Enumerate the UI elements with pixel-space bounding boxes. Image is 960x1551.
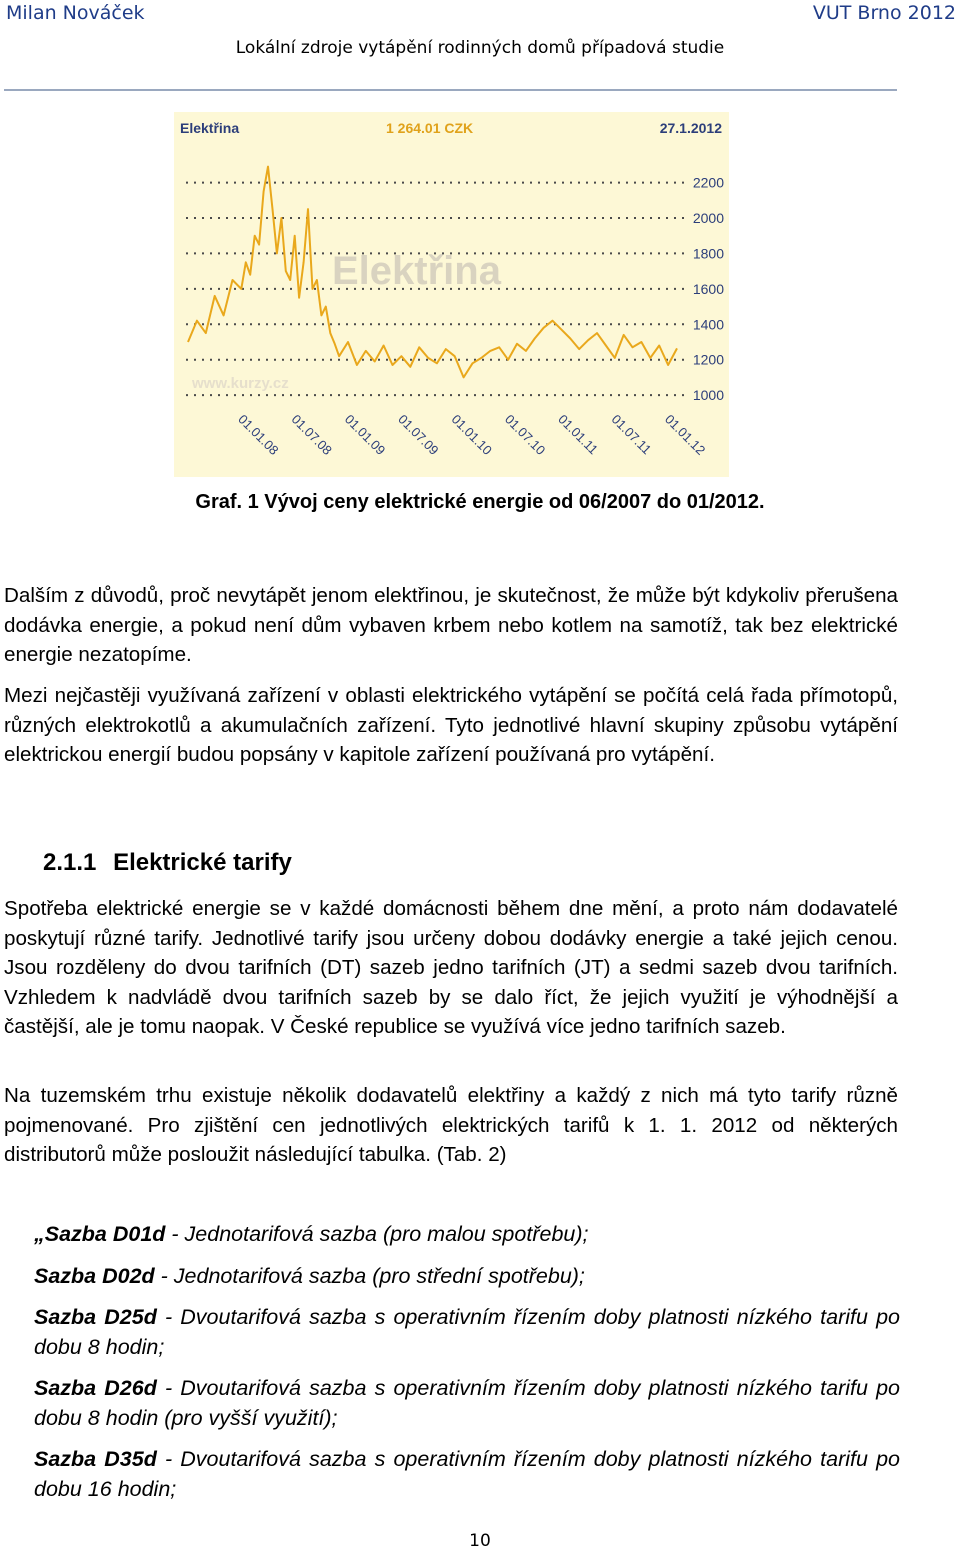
- chart-y-tick-label: 1400: [692, 316, 724, 333]
- page-number: 10: [469, 1531, 491, 1551]
- tariff-item: [34, 1445, 900, 1504]
- tariff-name: Sazba D26d: [34, 1376, 157, 1400]
- tariff-description: - Dvoutarifová sazba s operativním řízením doby platnosti nízkého tarifu po dobu 8 hodin;: [34, 1305, 900, 1359]
- chart-current-date: 27.1.2012: [659, 120, 722, 136]
- chart-source: www.kurzy.cz: [192, 375, 289, 392]
- chart-y-tick-label: 2200: [692, 174, 724, 191]
- chart-x-tick-label: 01.01.10: [448, 411, 495, 458]
- chart-y-tick-label: 1600: [692, 280, 724, 297]
- chart-x-tick-label: 01.01.08: [235, 411, 282, 458]
- paragraph-tariff-intro: Spotřeba elektrické energie se v každé domácnosti během dne mění, a proto nám dodavatelé poskytují různé tarify. Jednotlivé tarify jsou určeny dobou dodávky energie a také jejich cenou. Jsou rozděleny do dvou tarifních (DT) sazeb jedno tarifních (JT) a sedmi sazeb dvou tarifních. Vzhledem k nadvládě dvou tarifních sazeb by se dalo říct, že jejich využití je výhodnější a častější, ale je tomu naopak. V České republice se využívá více jedno tarifních sazeb.: [4, 897, 898, 1038]
- tariff-name: Sazba D25d: [34, 1305, 157, 1329]
- tariff-item: [34, 1374, 900, 1433]
- tariff-item: [34, 1262, 900, 1292]
- tariff-item: [34, 1220, 900, 1250]
- header-subtitle: Lokální zdroje vytápění rodinných domů případová studie: [235, 38, 725, 58]
- tariff-item: [34, 1303, 900, 1362]
- tariff-description: - Dvoutarifová sazba s operativním řízením doby platnosti nízkého tarifu po dobu 16 hodin;: [34, 1447, 900, 1501]
- header-rule: [4, 89, 897, 91]
- page-header: [0, 0, 960, 95]
- chart-current-value: 1 264.01 CZK: [386, 120, 474, 136]
- tariff-description: - Jednotarifová sazba (pro malou spotřebu);: [165, 1222, 589, 1246]
- chart-x-tick-label: 01.07.08: [288, 411, 335, 458]
- tariff-name: „Sazba D01d: [34, 1222, 166, 1246]
- tariff-description: - Dvoutarifová sazba s operativním řízením doby platnosti nízkého tarifu po dobu 8 hodin (pro vyšší využití);: [34, 1376, 900, 1430]
- chart-y-tick-label: 2000: [692, 210, 724, 226]
- chart-x-tick-label: 01.01.11: [555, 411, 602, 458]
- figure-caption: Graf. 1 Vývoj ceny elektrické energie od 06/2007 do 01/2012.: [195, 491, 765, 513]
- section-number: 2.1.1: [43, 849, 97, 876]
- chart-x-tick-label: 01.01.09: [341, 411, 389, 458]
- tariff-name: Sazba D35d: [34, 1447, 157, 1471]
- header-author: Milan Nováček: [6, 2, 145, 24]
- chart-x-tick-label: 01.01.12: [661, 411, 709, 458]
- paragraph-power-outage: Dalším z důvodů, proč nevytápět jenom elektřinou, je skutečnost, že může být kdykoliv přerušena dodávka energie, a pokud není dům vybaven krbem nebo kotlem na samotíž, tak bez elektrické energie nezatopíme.: [4, 584, 898, 666]
- section-heading: [43, 849, 292, 877]
- chart-watermark: Elektřina: [332, 249, 501, 293]
- chart-y-tick-label: 1200: [692, 351, 724, 368]
- chart-y-tick-label: 1000: [692, 387, 724, 404]
- section-title: Elektrické tarify: [113, 849, 292, 876]
- chart-x-tick-label: 01.07.10: [501, 411, 549, 458]
- chart-x-tick-label: 01.07.11: [608, 411, 655, 458]
- tariff-list: [34, 1220, 900, 1516]
- header-school: VUT Brno 2012: [812, 2, 956, 24]
- paragraph-heating-devices: Mezi nejčastěji využívaná zařízení v oblasti elektrického vytápění se počítá celá řada přímotopů, různých elektrokotlů a akumulačních zařízení. Tyto jednotlivé hlavní skupiny způsobu vytápění elektrickou energií budou popsány v kapitole zařízení používaná pro vytápění.: [4, 684, 898, 766]
- tariff-description: - Jednotarifová sazba (pro střední spotřebu);: [154, 1263, 585, 1288]
- chart-x-tick-label: 01.07.09: [395, 411, 442, 458]
- chart-y-tick-label: 1800: [692, 245, 724, 262]
- paragraph-distributors: Na tuzemském trhu existuje několik dodavatelů elektřiny a každý z nich má tyto tarify různě pojmenované. Pro zjištění cen jednotlivých elektrických tarifů k 1. 1. 2012 od některých distributorů může posloužit následující tabulka. (Tab. 2): [4, 1084, 898, 1166]
- chart-title: Elektřina: [180, 120, 240, 136]
- electricity-price-chart: [174, 112, 729, 477]
- tariff-name: Sazba D02d: [34, 1263, 155, 1288]
